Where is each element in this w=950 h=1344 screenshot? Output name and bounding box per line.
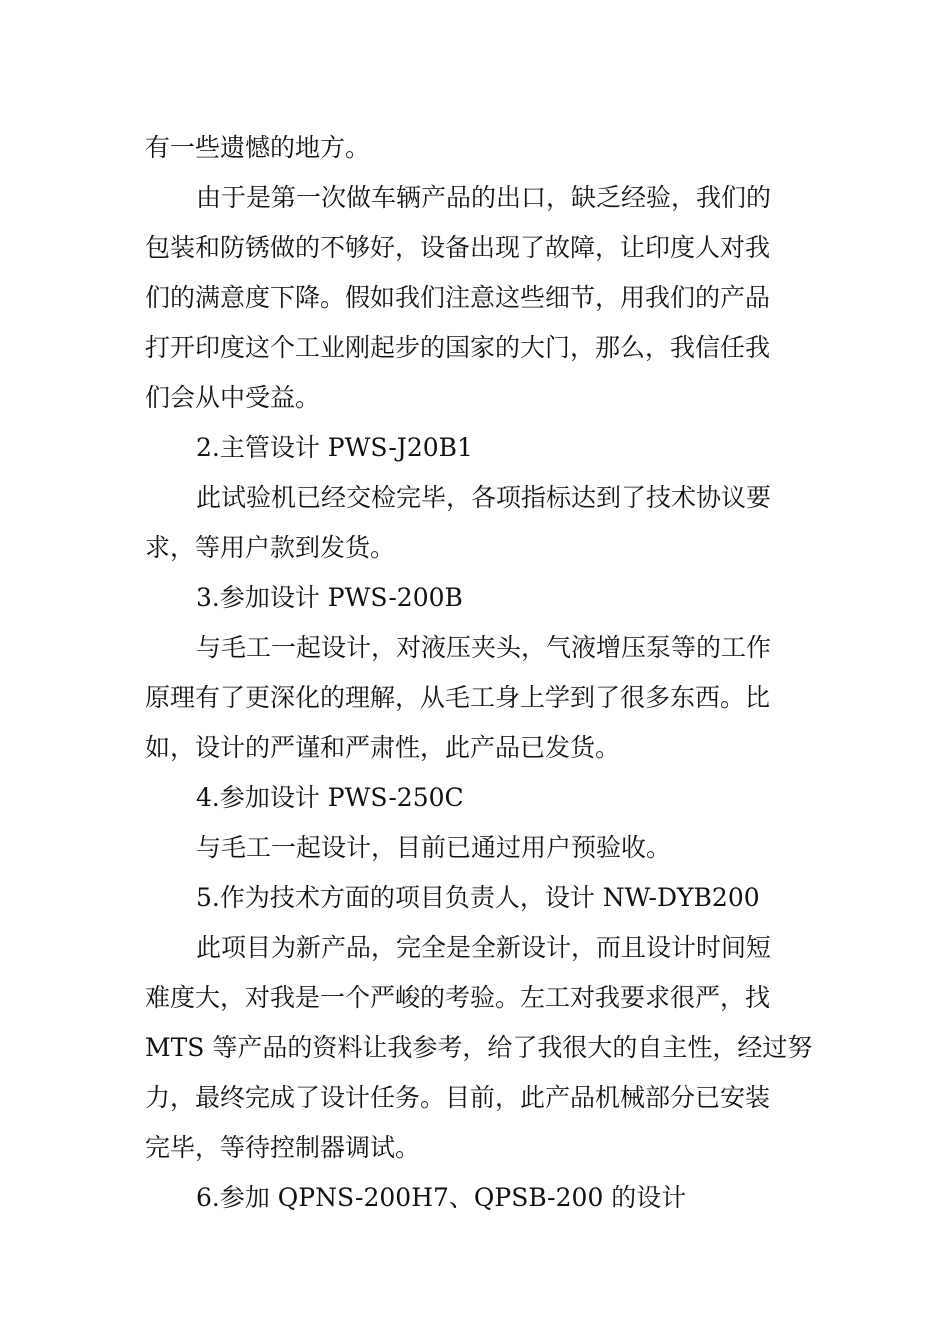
text-line: 有一些遗憾的地方。 (145, 133, 371, 162)
section-heading: 6.参加 QPNS-200H7、QPSB-200 的设计 (196, 1183, 687, 1212)
text-line: 打开印度这个工业刚起步的国家的大门，那么，我信任我 (145, 333, 771, 362)
text-line: 原理有了更深化的理解，从毛工身上学到了很多东西。比 (145, 683, 771, 712)
text-line: 求，等用户款到发货。 (145, 533, 396, 562)
section-heading: 4.参加设计 PWS-250C (196, 783, 464, 812)
section-heading: 3.参加设计 PWS-200B (196, 583, 463, 612)
text-line: 们会从中受益。 (145, 383, 321, 412)
paragraph-first-line: 此试验机已经交检完毕，各项指标达到了技术协议要 (196, 483, 772, 512)
text-line: 完毕，等待控制器调试。 (145, 1133, 421, 1162)
paragraph-first-line: 由于是第一次做车辆产品的出口，缺乏经验，我们的 (196, 183, 772, 212)
text-line: 力，最终完成了设计任务。目前，此产品机械部分已安装 (145, 1083, 771, 1112)
paragraph-first-line: 此项目为新产品，完全是全新设计，而且设计时间短 (196, 933, 772, 962)
paragraph-first-line: 与毛工一起设计，目前已通过用户预验收。 (196, 833, 672, 862)
paragraph-first-line: 与毛工一起设计，对液压夹头，气液增压泵等的工作 (196, 633, 772, 662)
text-line: 包装和防锈做的不够好，设备出现了故障，让印度人对我 (145, 233, 771, 262)
section-heading: 2.主管设计 PWS-J20B1 (196, 433, 473, 462)
text-line: 如，设计的严谨和严肃性，此产品已发货。 (145, 733, 621, 762)
text-line: 难度大，对我是一个严峻的考验。左工对我要求很严，找 (145, 983, 771, 1012)
section-heading: 5.作为技术方面的项目负责人，设计 NW-DYB200 (196, 883, 760, 912)
text-line: 们的满意度下降。假如我们注意这些细节，用我们的产品 (145, 283, 771, 312)
text-line: MTS 等产品的资料让我参考，给了我很大的自主性，经过努 (145, 1033, 813, 1062)
